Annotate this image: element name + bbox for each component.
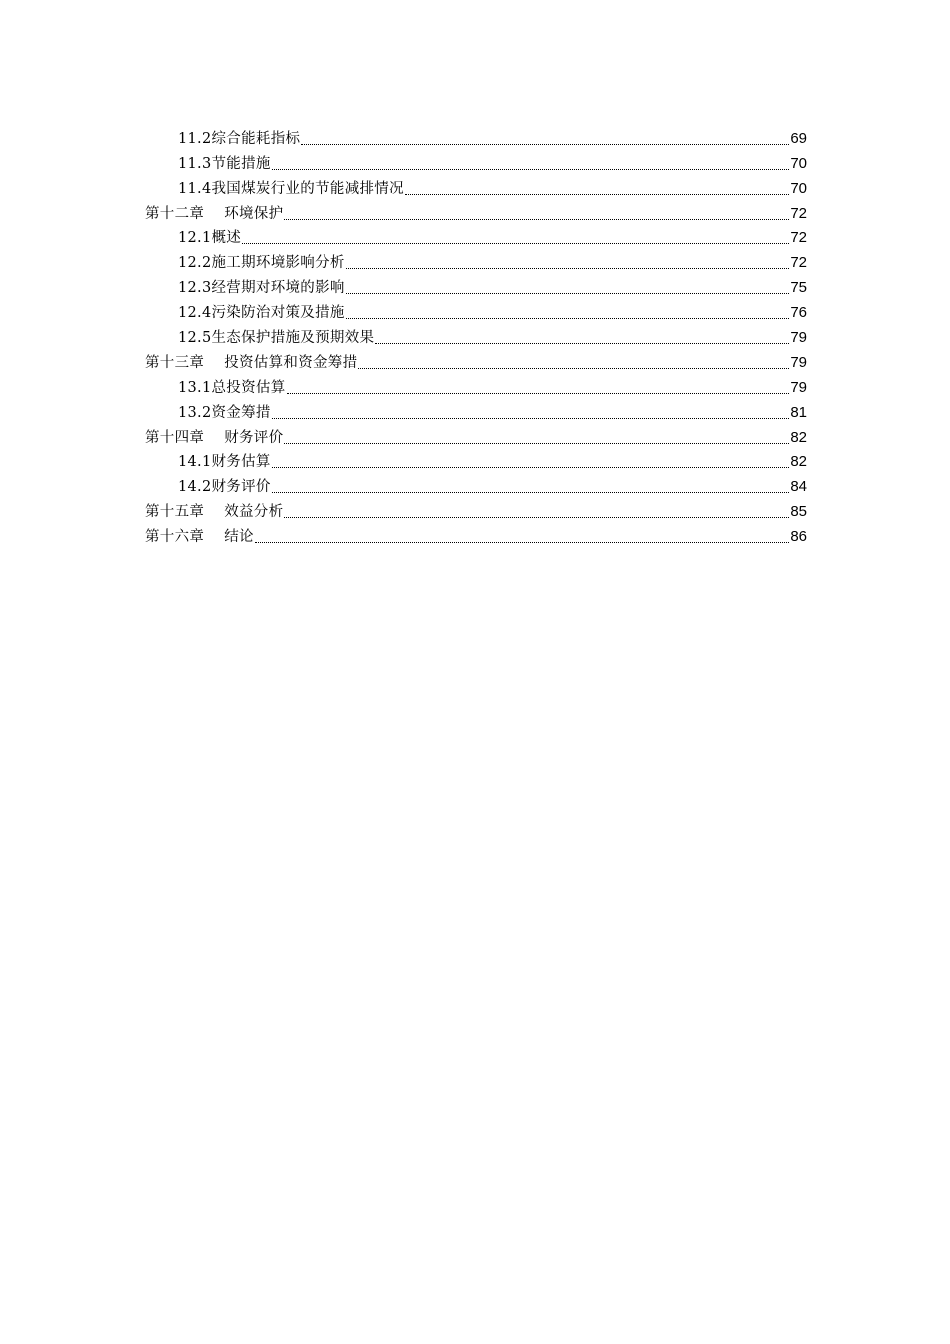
toc-entry-text: 效益分析 [224, 504, 284, 521]
toc-entry-number: 11.4 [178, 180, 212, 197]
toc-entry-number: 11.3 [178, 155, 212, 172]
toc-entry-12-4[interactable] [145, 298, 807, 323]
toc-entry-text: 投资估算和资金筹措 [224, 354, 358, 371]
toc-entry-title [178, 452, 271, 472]
toc-entry-number: 12.3 [178, 280, 212, 297]
toc-page-number: 75 [790, 279, 807, 297]
toc-entry-text: 资金筹措 [211, 404, 271, 421]
toc-entry-number: 11.2 [178, 130, 212, 147]
toc-page-number: 70 [790, 154, 807, 172]
toc-entry-13-1[interactable] [145, 373, 807, 398]
toc-entry-text: 环境保护 [224, 205, 284, 222]
toc-leader-dots [287, 393, 790, 394]
toc-page-number: 76 [790, 304, 807, 322]
toc-leader-dots [272, 467, 790, 468]
toc-chapter-16[interactable] [145, 522, 807, 547]
toc-chapter-number: 第十二章 [145, 205, 205, 222]
toc-entry-11-3[interactable] [145, 149, 807, 174]
toc-entry-12-1[interactable] [145, 224, 807, 249]
toc-chapter-number: 第十三章 [145, 354, 205, 371]
toc-leader-dots [284, 517, 789, 518]
toc-entry-title [178, 253, 345, 273]
toc-chapter-number: 第十四章 [145, 429, 205, 446]
toc-leader-dots [255, 542, 790, 543]
toc-entry-text: 财务评价 [224, 429, 284, 446]
toc-entry-number: 13.2 [178, 404, 212, 421]
toc-entry-14-2[interactable] [145, 472, 807, 497]
toc-entry-text: 我国煤炭行业的节能减排情况 [211, 180, 404, 197]
toc-chapter-number: 第十六章 [145, 529, 205, 546]
toc-entry-text: 结论 [224, 529, 254, 546]
toc-entry-title [145, 428, 283, 448]
toc-page-number: 86 [790, 528, 807, 546]
toc-entry-11-4[interactable] [145, 174, 807, 199]
toc-leader-dots [272, 418, 790, 419]
toc-entry-number: 14.2 [178, 479, 212, 496]
toc-entry-text: 节能措施 [211, 155, 271, 172]
toc-entry-text: 总投资估算 [211, 379, 286, 396]
toc-entry-text: 财务估算 [211, 454, 271, 471]
toc-entry-number: 13.1 [178, 379, 212, 396]
toc-leader-dots [375, 343, 789, 344]
toc-entry-text: 污染防治对策及措施 [211, 305, 345, 322]
toc-leader-dots [272, 492, 790, 493]
toc-entry-title [145, 353, 357, 373]
toc-entry-title [178, 403, 271, 423]
toc-entry-title [145, 204, 283, 224]
toc-chapter-12[interactable] [145, 199, 807, 224]
toc-page-number: 79 [790, 378, 807, 396]
toc-entry-12-2[interactable] [145, 248, 807, 273]
toc-page-number: 70 [790, 179, 807, 197]
toc-leader-dots [284, 219, 789, 220]
toc-chapter-15[interactable] [145, 497, 807, 522]
table-of-contents [145, 124, 807, 547]
toc-page-number: 72 [790, 254, 807, 272]
toc-entry-title [178, 378, 286, 398]
toc-page-number: 84 [790, 478, 807, 496]
toc-chapter-number: 第十五章 [145, 504, 205, 521]
toc-page-number: 79 [790, 353, 807, 371]
toc-entry-number: 12.1 [178, 230, 212, 247]
toc-leader-dots [346, 268, 790, 269]
toc-entry-number: 12.4 [178, 305, 212, 322]
toc-leader-dots [358, 368, 789, 369]
toc-entry-title [178, 154, 271, 174]
toc-entry-title [178, 477, 271, 497]
toc-page-number: 82 [790, 428, 807, 446]
toc-entry-title [178, 179, 404, 199]
toc-entry-number: 12.2 [178, 255, 212, 272]
toc-entry-text: 施工期环境影响分析 [211, 255, 345, 272]
toc-entry-text: 概述 [211, 230, 242, 247]
toc-page-number: 72 [790, 229, 807, 247]
toc-entry-title [145, 502, 283, 522]
toc-leader-dots [284, 443, 789, 444]
toc-entry-title [178, 328, 374, 348]
toc-page-number: 82 [790, 453, 807, 471]
toc-entry-text: 综合能耗指标 [211, 130, 301, 147]
toc-entry-14-1[interactable] [145, 448, 807, 473]
toc-chapter-13[interactable] [145, 348, 807, 373]
toc-entry-number: 12.5 [178, 330, 212, 347]
toc-page-number: 79 [790, 329, 807, 347]
toc-page-number: 72 [790, 204, 807, 222]
toc-entry-13-2[interactable] [145, 398, 807, 423]
toc-leader-dots [242, 243, 789, 244]
toc-leader-dots [346, 318, 790, 319]
toc-leader-dots [301, 144, 789, 145]
toc-leader-dots [405, 194, 789, 195]
toc-page-number: 85 [790, 503, 807, 521]
toc-entry-12-5[interactable] [145, 323, 807, 348]
toc-entry-number: 14.1 [178, 454, 212, 471]
toc-entry-text: 财务评价 [211, 479, 271, 496]
toc-entry-11-2[interactable] [145, 124, 807, 149]
toc-entry-title [145, 527, 254, 547]
toc-entry-text: 经营期对环境的影响 [211, 280, 345, 297]
toc-chapter-14[interactable] [145, 423, 807, 448]
toc-page-number: 69 [790, 129, 807, 147]
toc-page-number: 81 [790, 403, 807, 421]
toc-leader-dots [346, 293, 790, 294]
toc-entry-title [178, 129, 300, 149]
toc-entry-title [178, 278, 345, 298]
toc-entry-title [178, 228, 241, 248]
toc-entry-text: 生态保护措施及预期效果 [211, 330, 375, 347]
toc-entry-12-3[interactable] [145, 273, 807, 298]
toc-entry-title [178, 303, 345, 323]
toc-leader-dots [272, 169, 790, 170]
